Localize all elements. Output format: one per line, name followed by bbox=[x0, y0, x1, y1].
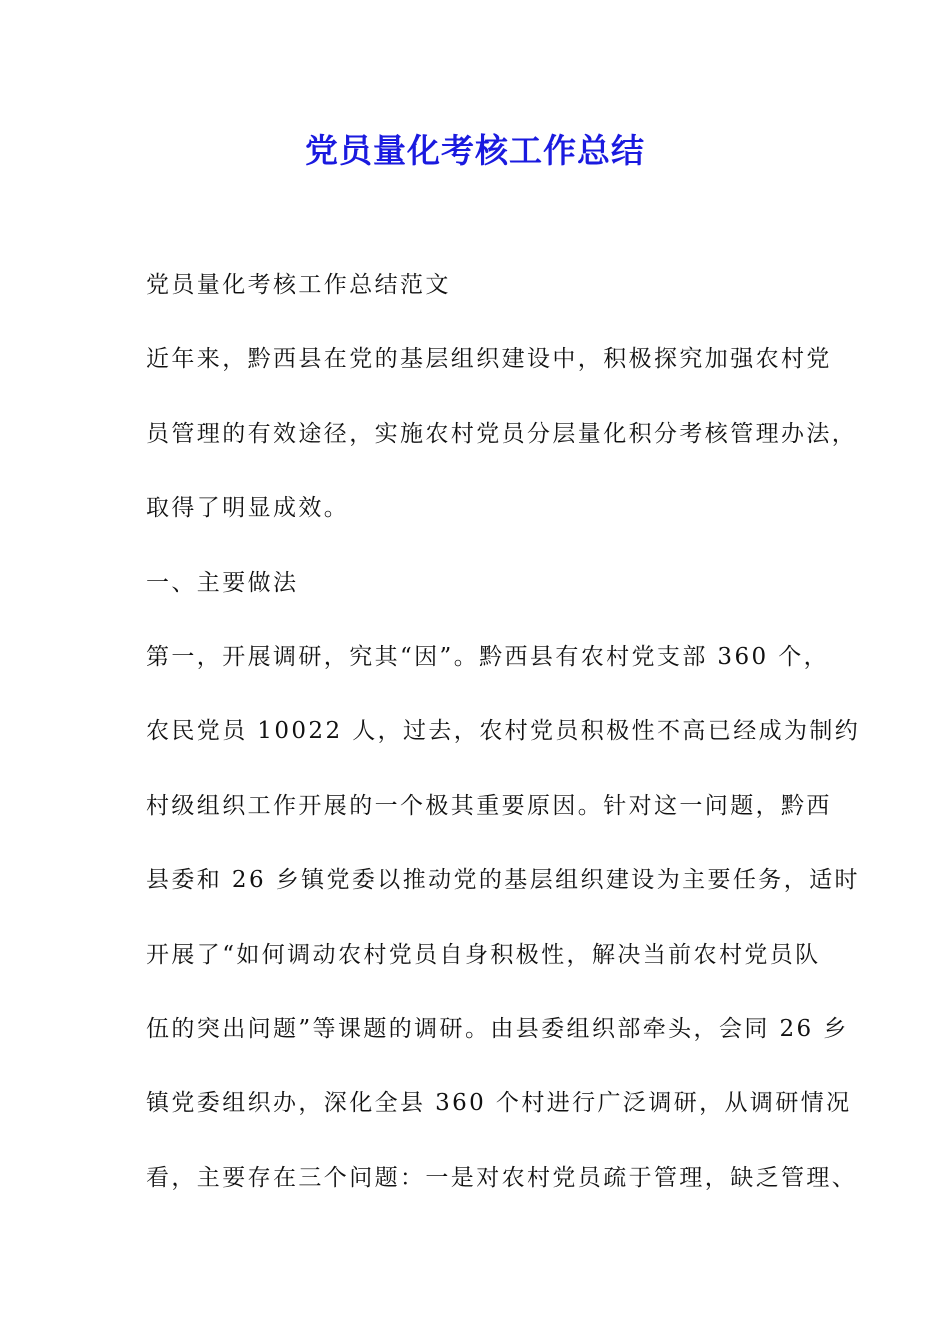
paragraph-line: 取得了明显成效。 bbox=[146, 495, 350, 522]
document-body bbox=[146, 263, 861, 1230]
section-heading: 一、主要做法 bbox=[146, 569, 299, 596]
paragraph-line: 看，主要存在三个问题：一是对农村党员疏于管理，缺乏管理、 bbox=[146, 1164, 858, 1191]
paragraph-line: 县委和 26 乡镇党委以推动党的基层组织建设为主要任务，适时 bbox=[146, 867, 860, 894]
paragraph-line: 开展了“如何调动农村党员自身积极性，解决当前农村党员队 bbox=[146, 941, 821, 968]
subtitle-line: 党员量化考核工作总结范文 bbox=[146, 272, 451, 298]
paragraph-line: 第一，开展调研，究其“因”。黔西县有农村党支部 360 个， bbox=[146, 643, 830, 670]
paragraph-line: 农民党员 10022 人，过去，农村党员积极性不高已经成为制约 bbox=[146, 718, 861, 745]
document-title: 党员量化考核工作总结 bbox=[305, 131, 645, 170]
paragraph-line: 伍的突出问题”等课题的调研。由县委组织部牵头，会同 26 乡 bbox=[146, 1015, 849, 1042]
paragraph-line: 村级组织工作开展的一个极其重要原因。针对这一问题，黔西 bbox=[146, 792, 832, 819]
paragraph-line: 近年来，黔西县在党的基层组织建设中，积极探究加强农村党 bbox=[146, 346, 832, 373]
paragraph-line: 镇党委组织办，深化全县 360 个村进行广泛调研，从调研情况 bbox=[146, 1090, 852, 1117]
paragraph-line: 员管理的有效途径，实施农村党员分层量化积分考核管理办法， bbox=[146, 420, 858, 447]
